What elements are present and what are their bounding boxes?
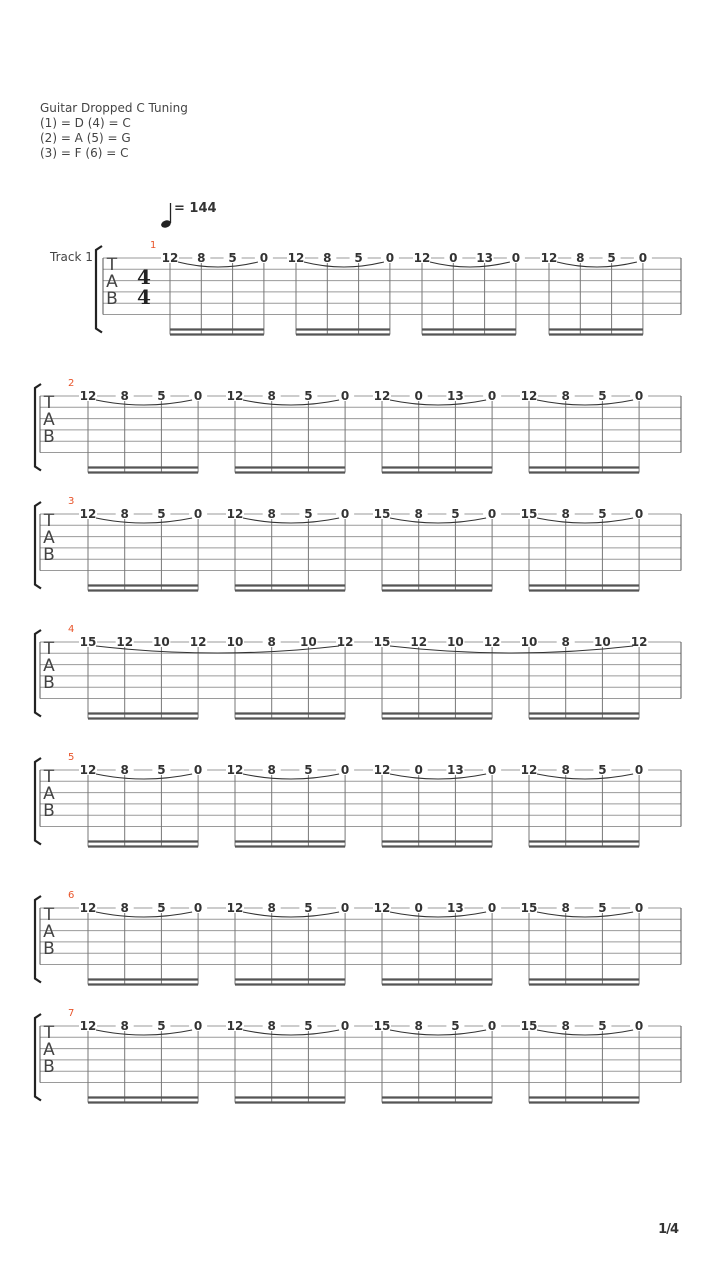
fret-number: 8 xyxy=(120,901,129,915)
tab-clef-letter: A xyxy=(43,922,55,942)
fret-number: 0 xyxy=(385,251,395,265)
fret-number: 12 xyxy=(540,251,558,265)
fret-number: 8 xyxy=(323,251,332,265)
tempo-value: = 144 xyxy=(174,201,217,216)
fret-number: 13 xyxy=(447,901,464,915)
fret-number: 8 xyxy=(267,389,276,403)
fret-number: 10 xyxy=(226,635,244,649)
fret-number: 10 xyxy=(594,635,611,649)
fret-number: 15 xyxy=(79,635,97,649)
fret-number: 8 xyxy=(561,1019,570,1033)
fret-number: 0 xyxy=(487,1019,497,1033)
tab-staff xyxy=(0,232,720,332)
system-bracket xyxy=(96,246,102,333)
quarter-note-icon xyxy=(160,200,174,230)
slur xyxy=(96,774,192,779)
tab-clef-letter: A xyxy=(43,528,55,548)
bar-number: 1 xyxy=(150,240,157,251)
fret-number: 8 xyxy=(561,635,570,649)
fret-number: 0 xyxy=(193,389,203,403)
slur xyxy=(178,262,258,267)
fret-number: 0 xyxy=(193,763,203,777)
fret-number: 0 xyxy=(340,507,350,521)
tuning-title: Guitar Dropped C Tuning xyxy=(40,101,188,115)
fret-number: 12 xyxy=(79,507,97,521)
tab-clef-letter: B xyxy=(43,545,55,565)
tab-staff xyxy=(0,744,720,844)
tab-clef-letter: T xyxy=(43,511,55,531)
tab-clef-letter: T xyxy=(43,905,55,925)
fret-number: 5 xyxy=(157,1019,166,1033)
fret-number: 0 xyxy=(340,1019,350,1033)
fret-number: 12 xyxy=(373,763,391,777)
tab-staff xyxy=(0,370,720,470)
time-signature-top: 4 xyxy=(137,265,151,289)
fret-number: 12 xyxy=(410,635,428,649)
fret-number: 5 xyxy=(598,1019,607,1033)
fret-number: 0 xyxy=(638,251,648,265)
fret-number: 0 xyxy=(340,389,350,403)
slur xyxy=(243,912,339,917)
slur xyxy=(390,912,486,917)
fret-number: 0 xyxy=(634,763,644,777)
tab-clef-letter: A xyxy=(43,784,55,804)
fret-number: 0 xyxy=(511,251,521,265)
tab-clef-letter: A xyxy=(106,272,118,292)
slur xyxy=(243,774,339,779)
tempo-marking xyxy=(160,200,230,230)
fret-number: 5 xyxy=(157,389,166,403)
fret-number: 12 xyxy=(79,763,97,777)
fret-number: 8 xyxy=(414,1019,423,1033)
fret-number: 12 xyxy=(161,251,179,265)
fret-number: 8 xyxy=(561,763,570,777)
fret-number: 12 xyxy=(226,507,244,521)
tab-clef-letter: B xyxy=(43,801,55,821)
fret-number: 5 xyxy=(304,1019,313,1033)
fret-number: 5 xyxy=(228,251,237,265)
fret-number: 5 xyxy=(354,251,363,265)
slur xyxy=(537,400,633,405)
slur xyxy=(390,774,486,779)
tab-clef-letter: B xyxy=(43,673,55,693)
slur xyxy=(96,400,192,405)
fret-number: 0 xyxy=(193,1019,203,1033)
fret-number: 0 xyxy=(340,763,350,777)
fret-number: 8 xyxy=(197,251,206,265)
bar-number: 4 xyxy=(68,624,75,635)
tab-clef-letter: T xyxy=(43,767,55,787)
tab-clef-letter: T xyxy=(106,255,118,275)
page-number: 1/4 xyxy=(658,1222,678,1237)
tab-staff xyxy=(0,882,720,982)
fret-number: 5 xyxy=(304,763,313,777)
slur xyxy=(243,1030,339,1035)
fret-number: 8 xyxy=(414,507,423,521)
fret-number: 13 xyxy=(447,389,464,403)
fret-number: 10 xyxy=(447,635,464,649)
tuning-line: (3) = F (6) = C xyxy=(40,146,129,160)
fret-number: 5 xyxy=(157,507,166,521)
tab-clef-letter: A xyxy=(43,656,55,676)
fret-number: 12 xyxy=(520,763,538,777)
fret-number: 8 xyxy=(120,763,129,777)
slur xyxy=(537,774,633,779)
fret-number: 5 xyxy=(598,763,607,777)
fret-number: 0 xyxy=(487,901,497,915)
bar-number: 6 xyxy=(68,890,75,901)
tab-clef-letter: B xyxy=(43,427,55,447)
fret-number: 5 xyxy=(451,507,460,521)
slur xyxy=(390,400,486,405)
tab-clef-letter: B xyxy=(106,289,118,309)
fret-number: 12 xyxy=(226,389,244,403)
fret-number: 12 xyxy=(116,635,134,649)
slur xyxy=(537,912,633,917)
bar-number: 7 xyxy=(68,1008,75,1019)
fret-number: 8 xyxy=(267,1019,276,1033)
fret-number: 8 xyxy=(267,763,276,777)
slur xyxy=(96,912,192,917)
fret-number: 0 xyxy=(414,901,423,915)
time-signature-bottom: 4 xyxy=(137,285,151,309)
tab-clef-letter: A xyxy=(43,410,55,430)
slur xyxy=(96,518,192,523)
fret-number: 15 xyxy=(373,1019,391,1033)
fret-number: 5 xyxy=(598,389,607,403)
fret-number: 8 xyxy=(561,389,570,403)
track-name: Track 1 xyxy=(50,250,93,264)
fret-number: 0 xyxy=(259,251,269,265)
fret-number: 0 xyxy=(487,763,497,777)
fret-number: 12 xyxy=(413,251,431,265)
fret-number: 0 xyxy=(634,1019,644,1033)
fret-number: 12 xyxy=(189,635,207,649)
fret-number: 8 xyxy=(120,507,129,521)
fret-number: 0 xyxy=(487,389,497,403)
fret-number: 8 xyxy=(561,507,570,521)
bar-number: 3 xyxy=(68,496,75,507)
fret-number: 0 xyxy=(193,507,203,521)
slur xyxy=(304,262,384,267)
fret-number: 13 xyxy=(476,251,493,265)
slur xyxy=(390,518,486,523)
fret-number: 5 xyxy=(304,901,313,915)
fret-number: 12 xyxy=(226,1019,244,1033)
fret-number: 15 xyxy=(520,1019,538,1033)
fret-number: 12 xyxy=(630,635,648,649)
tuning-line: (2) = A (5) = G xyxy=(40,131,131,145)
fret-number: 12 xyxy=(373,389,391,403)
fret-number: 15 xyxy=(520,507,538,521)
fret-number: 15 xyxy=(520,901,538,915)
fret-number: 12 xyxy=(287,251,305,265)
fret-number: 0 xyxy=(634,507,644,521)
fret-number: 0 xyxy=(634,389,644,403)
tuning-line: (1) = D (4) = C xyxy=(40,116,131,130)
fret-number: 15 xyxy=(373,635,391,649)
tab-clef-letter: B xyxy=(43,1057,55,1077)
slur xyxy=(243,518,339,523)
fret-number: 12 xyxy=(483,635,501,649)
fret-number: 0 xyxy=(487,507,497,521)
fret-number: 8 xyxy=(267,507,276,521)
tab-staff xyxy=(0,488,720,588)
fret-number: 8 xyxy=(576,251,585,265)
slur xyxy=(557,262,637,267)
tab-staff xyxy=(0,616,720,716)
fret-number: 8 xyxy=(267,901,276,915)
slur xyxy=(243,400,339,405)
tuning-info xyxy=(40,101,188,161)
fret-number: 12 xyxy=(226,763,244,777)
fret-number: 8 xyxy=(120,389,129,403)
fret-number: 12 xyxy=(336,635,354,649)
fret-number: 0 xyxy=(634,901,644,915)
fret-number: 13 xyxy=(447,763,464,777)
fret-number: 5 xyxy=(157,901,166,915)
fret-number: 5 xyxy=(304,507,313,521)
tab-clef-letter: T xyxy=(43,1023,55,1043)
fret-number: 5 xyxy=(451,1019,460,1033)
fret-number: 0 xyxy=(193,901,203,915)
fret-number: 5 xyxy=(157,763,166,777)
fret-number: 8 xyxy=(561,901,570,915)
fret-number: 5 xyxy=(304,389,313,403)
fret-number: 8 xyxy=(267,635,276,649)
tab-clef-letter: T xyxy=(43,639,55,659)
fret-number: 12 xyxy=(373,901,391,915)
slur xyxy=(390,1030,486,1035)
fret-number: 0 xyxy=(449,251,458,265)
fret-number: 15 xyxy=(373,507,391,521)
fret-number: 5 xyxy=(607,251,616,265)
fret-number: 12 xyxy=(79,901,97,915)
fret-number: 0 xyxy=(340,901,350,915)
fret-number: 10 xyxy=(520,635,538,649)
fret-number: 10 xyxy=(153,635,170,649)
fret-number: 12 xyxy=(79,389,97,403)
fret-number: 12 xyxy=(520,389,538,403)
tab-staff xyxy=(0,1000,720,1100)
fret-number: 12 xyxy=(226,901,244,915)
fret-number: 5 xyxy=(598,901,607,915)
slur xyxy=(430,262,510,267)
slur xyxy=(96,1030,192,1035)
tab-clef-letter: T xyxy=(43,393,55,413)
fret-number: 0 xyxy=(414,763,423,777)
bar-number: 5 xyxy=(68,752,75,763)
bar-number: 2 xyxy=(68,378,75,389)
fret-number: 12 xyxy=(79,1019,97,1033)
fret-number: 5 xyxy=(598,507,607,521)
slur xyxy=(537,1030,633,1035)
slur xyxy=(537,518,633,523)
tab-clef-letter: A xyxy=(43,1040,55,1060)
fret-number: 0 xyxy=(414,389,423,403)
fret-number: 8 xyxy=(120,1019,129,1033)
fret-number: 10 xyxy=(300,635,317,649)
tab-clef-letter: B xyxy=(43,939,55,959)
